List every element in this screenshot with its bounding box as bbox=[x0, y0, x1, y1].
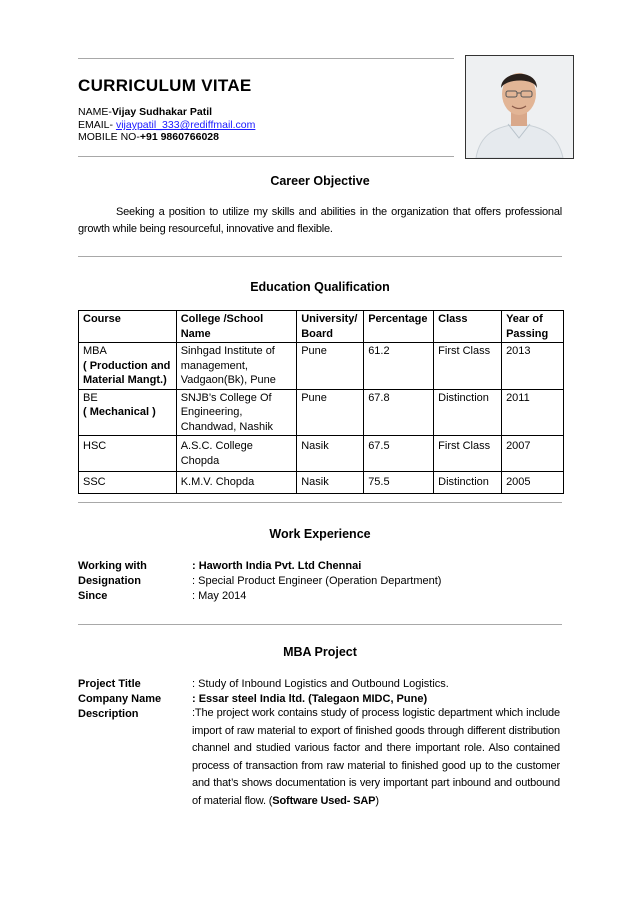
header-divider bbox=[78, 156, 454, 157]
cell-college: K.M.V. Chopda bbox=[176, 472, 297, 494]
header-course: Course bbox=[79, 311, 177, 343]
table-row bbox=[79, 343, 564, 390]
cell-class: Distinction bbox=[434, 389, 502, 436]
cell-year: 2005 bbox=[502, 472, 564, 494]
cell-course bbox=[79, 343, 177, 390]
cell-board: Nasik bbox=[297, 472, 364, 494]
description-text bbox=[192, 705, 560, 810]
description-end: ) bbox=[375, 794, 379, 807]
cell-percentage: 75.5 bbox=[364, 472, 434, 494]
company-name-label: Company Name bbox=[78, 693, 162, 705]
top-divider bbox=[78, 58, 454, 59]
mba-project-heading: MBA Project bbox=[283, 645, 357, 659]
course-specialization: ( Mechanical ) bbox=[83, 406, 156, 418]
cell-board: Pune bbox=[297, 389, 364, 436]
name-value: Vijay Sudhakar Patil bbox=[111, 106, 213, 118]
work-label: Working with bbox=[78, 560, 147, 572]
header-year: Year of Passing bbox=[502, 311, 564, 343]
cell-course bbox=[79, 389, 177, 436]
profile-photo bbox=[465, 55, 574, 159]
work-value: : Haworth India Pvt. Ltd Chennai bbox=[192, 560, 362, 572]
cell-college: Sinhgad Institute of management, Vadgaon(Bk), Pune bbox=[176, 343, 297, 390]
software-used: Software Used- SAP bbox=[272, 794, 376, 807]
email-label: EMAIL- bbox=[78, 119, 116, 131]
career-objective-heading: Career Objective bbox=[270, 174, 370, 188]
course-name: MBA bbox=[83, 345, 107, 357]
description-label: Description bbox=[78, 708, 139, 720]
name-label: NAME- bbox=[78, 106, 112, 118]
header-board: University/ Board bbox=[297, 311, 364, 343]
cell-year: 2013 bbox=[502, 343, 564, 390]
cell-class: Distinction bbox=[434, 472, 502, 494]
cell-year: 2011 bbox=[502, 389, 564, 436]
work-value: : Special Product Engineer (Operation Department) bbox=[192, 575, 442, 587]
cell-percentage: 61.2 bbox=[364, 343, 434, 390]
table-row bbox=[79, 472, 564, 494]
mobile-value: +91 9860766028 bbox=[139, 131, 219, 143]
email-line bbox=[78, 119, 255, 131]
table-header-row bbox=[79, 311, 564, 343]
header-college: College /School Name bbox=[176, 311, 297, 343]
education-heading: Education Qualification bbox=[250, 280, 390, 294]
email-link[interactable]: vijaypatil_333@rediffmail.com bbox=[115, 119, 256, 131]
course-specialization: ( Production and Material Mangt.) bbox=[83, 359, 171, 386]
cell-percentage: 67.5 bbox=[364, 436, 434, 472]
work-experience-heading: Work Experience bbox=[269, 527, 371, 541]
cell-class: First Class bbox=[434, 343, 502, 390]
work-label: Designation bbox=[78, 575, 141, 587]
career-objective-text: Seeking a position to utilize my skills and abilities in the organization that offers professional growth while being resourceful, innovative and flexible. bbox=[78, 206, 562, 235]
cell-course: HSC bbox=[79, 436, 177, 472]
table-row bbox=[79, 389, 564, 436]
table-row bbox=[79, 436, 564, 472]
education-table bbox=[78, 310, 564, 494]
cell-course: SSC bbox=[79, 472, 177, 494]
page-title: CURRICULUM VITAE bbox=[78, 76, 252, 95]
company-name-value: : Essar steel India ltd. (Talegaon MIDC, Pune) bbox=[192, 693, 428, 705]
cell-board: Pune bbox=[297, 343, 364, 390]
description-body: :The project work contains study of process logistic department which include import of raw material to export of finished goods through different distribution channel and studied various factor and there important role. Also contained process of transaction from raw material to finished good up to the customer and that’s shows documentation is very important part inbound and outbound of material flow. ( bbox=[192, 707, 560, 807]
work-value: : May 2014 bbox=[192, 590, 247, 602]
cell-year: 2007 bbox=[502, 436, 564, 472]
work-divider bbox=[78, 624, 562, 625]
cell-college: SNJB’s College Of Engineering, Chandwad, Nashik bbox=[176, 389, 297, 436]
cell-class: First Class bbox=[434, 436, 502, 472]
education-divider bbox=[78, 502, 562, 503]
cell-board: Nasik bbox=[297, 436, 364, 472]
work-label: Since bbox=[78, 590, 108, 602]
cell-college: A.S.C. College Chopda bbox=[176, 436, 297, 472]
person-photo-icon bbox=[466, 56, 573, 158]
name-line bbox=[78, 106, 212, 118]
mobile-line bbox=[78, 131, 219, 143]
header-percentage: Percentage bbox=[364, 311, 434, 343]
project-title-value: : Study of Inbound Logistics and Outbound Logistics. bbox=[192, 678, 449, 690]
career-divider bbox=[78, 256, 562, 257]
cell-percentage: 67.8 bbox=[364, 389, 434, 436]
project-title-label: Project Title bbox=[78, 678, 141, 690]
mobile-label: MOBILE NO- bbox=[78, 131, 140, 143]
course-name: BE bbox=[83, 391, 98, 404]
header-class: Class bbox=[434, 311, 502, 343]
